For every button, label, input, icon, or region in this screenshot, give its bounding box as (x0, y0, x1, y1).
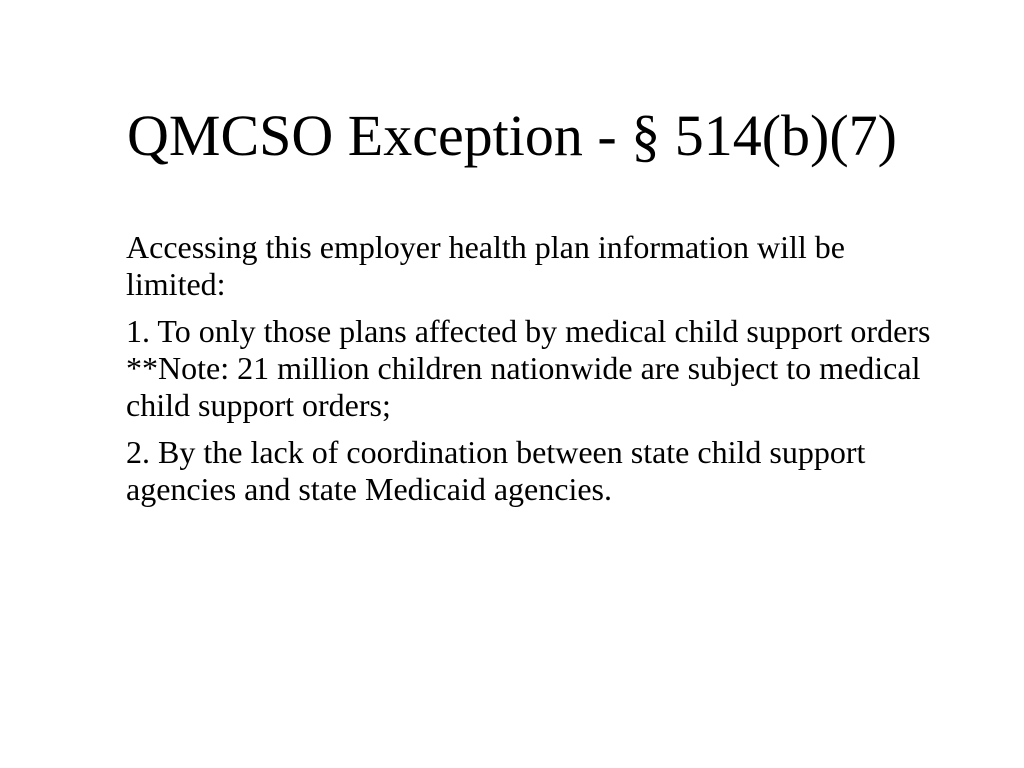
slide-body (126, 229, 946, 518)
point-1-paragraph: 1. To only those plans affected by medical child support orders **Note: 21 million children nationwide are subject to medical child support orders; (126, 313, 931, 423)
slide-title: QMCSO Exception - § 514(b)(7) (126, 103, 897, 168)
intro-paragraph: Accessing this employer health plan information will be limited: (126, 229, 845, 302)
point-2-paragraph: 2. By the lack of coordination between state child support agencies and state Medicaid agencies. (126, 434, 866, 507)
